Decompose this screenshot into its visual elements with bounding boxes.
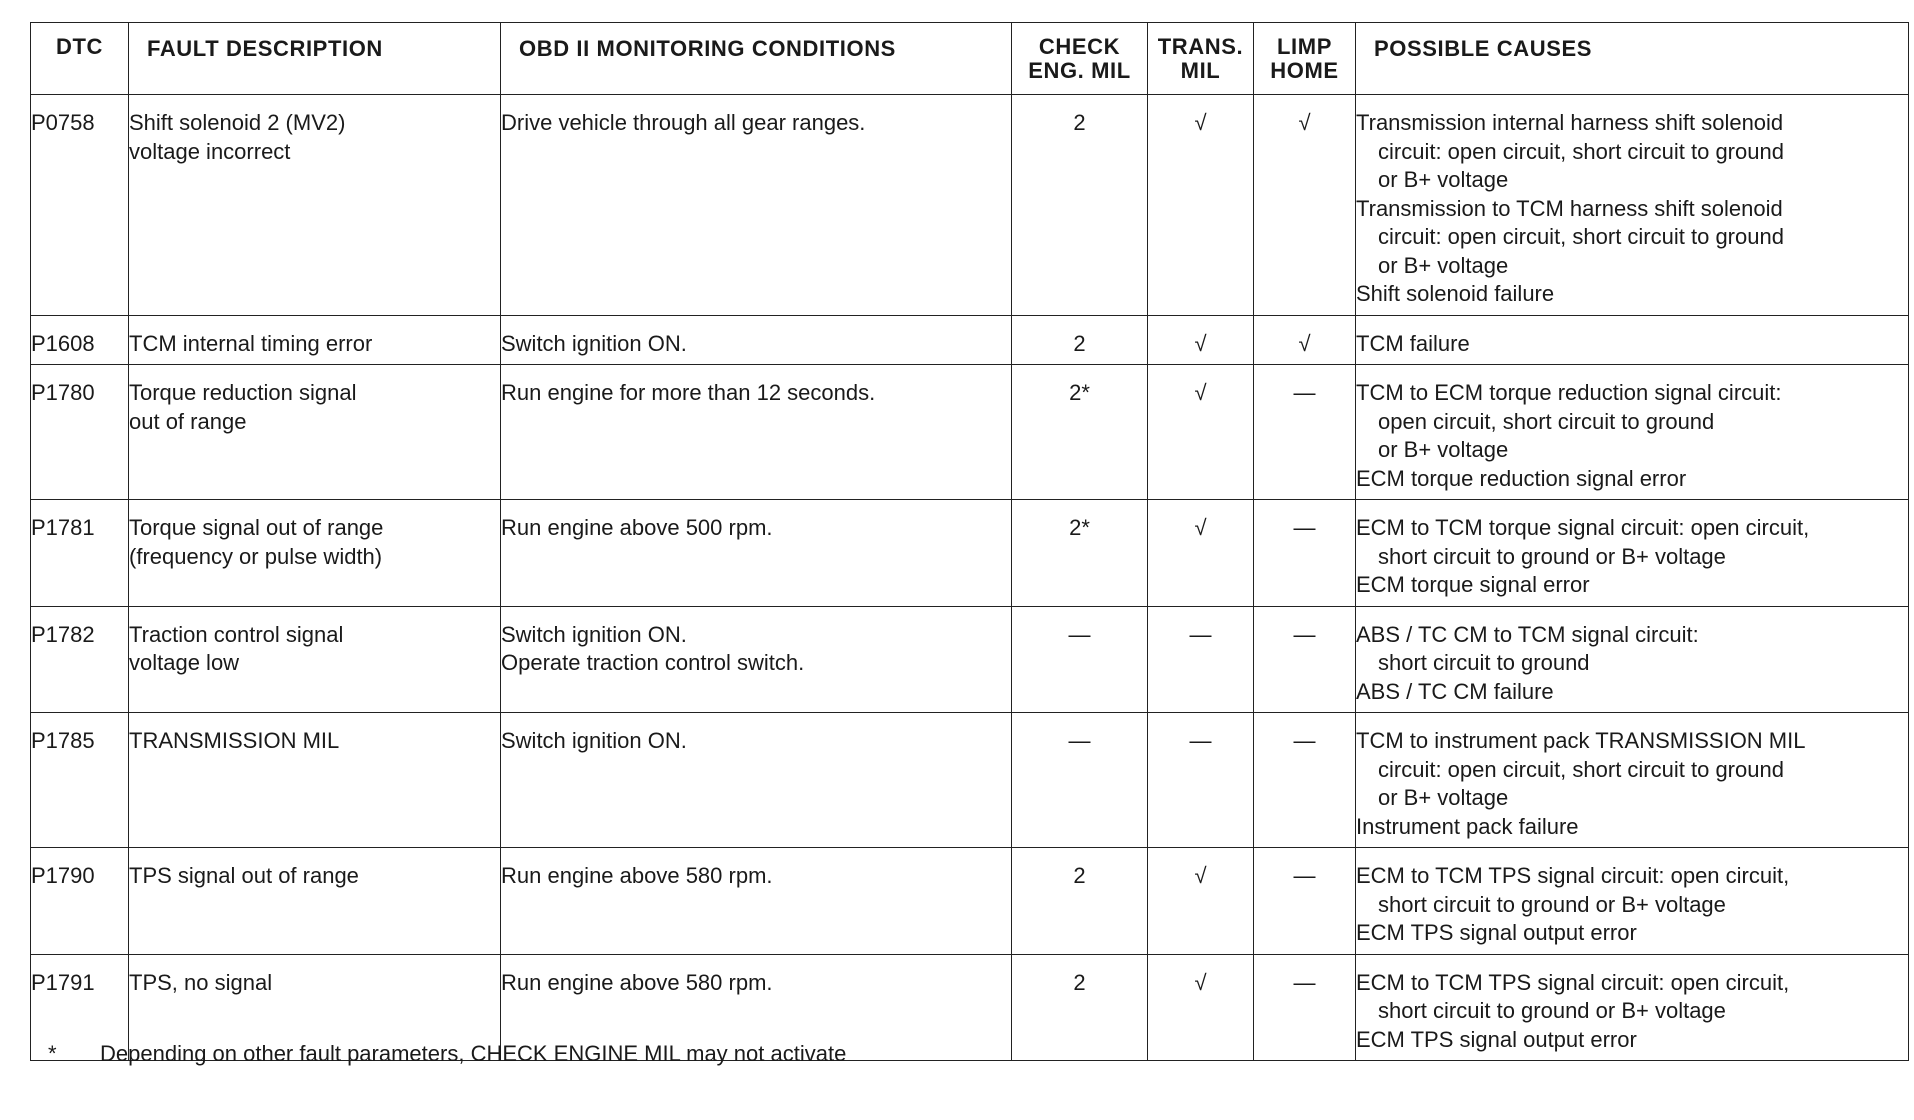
dtc-code-cell — [31, 848, 129, 955]
possible-cause-line: Transmission to TCM harness shift solenoid — [1356, 195, 1783, 221]
monitoring-condition-cell — [501, 95, 1012, 316]
possible-causes-cell — [1356, 500, 1909, 607]
header-obd-conditions: OBD II MONITORING CONDITIONS — [501, 23, 1012, 95]
possible-cause-line: or B+ voltage — [1378, 437, 1509, 462]
dtc-code: P1790 — [31, 863, 95, 888]
trans-mil-value: √ — [1194, 969, 1207, 995]
possible-causes-cell — [1356, 713, 1909, 848]
trans-mil-cell — [1148, 315, 1254, 365]
fault-description-cell — [129, 500, 501, 607]
header-trans-mil: TRANS. MIL — [1148, 23, 1254, 95]
monitoring-condition-line: Run engine for more than 12 seconds. — [501, 380, 876, 405]
fault-description-cell — [129, 315, 501, 365]
check-eng-mil-cell — [1012, 954, 1148, 1061]
trans-mil-value: √ — [1194, 110, 1207, 135]
dtc-code: P1608 — [31, 330, 95, 356]
possible-cause-line: or B+ voltage — [1378, 167, 1509, 192]
fault-description-line: Torque signal out of range — [129, 515, 384, 540]
fault-description-line: TCM internal timing error — [129, 330, 373, 356]
limp-home-cell — [1254, 315, 1356, 365]
possible-cause-line: or B+ voltage — [1378, 785, 1509, 810]
possible-causes-cell — [1356, 365, 1909, 500]
limp-home-value: — — [1293, 380, 1316, 405]
possible-cause-line: circuit: open circuit, short circuit to ground — [1378, 138, 1784, 164]
check-eng-mil-cell — [1012, 713, 1148, 848]
check-eng-mil-cell — [1012, 500, 1148, 607]
table-row — [31, 95, 1909, 316]
fault-description-line: Shift solenoid 2 (MV2) — [129, 110, 346, 135]
possible-causes-cell — [1356, 954, 1909, 1061]
monitoring-condition-line: Switch ignition ON. — [501, 728, 687, 753]
limp-home-value: √ — [1298, 110, 1311, 135]
possible-causes-cell — [1356, 848, 1909, 955]
fault-description-line: TPS signal out of range — [129, 863, 359, 888]
possible-cause-line: Shift solenoid failure — [1356, 281, 1555, 306]
dtc-code: P0758 — [31, 110, 95, 135]
dtc-code: P1791 — [31, 969, 95, 995]
fault-description-cell — [129, 606, 501, 713]
dtc-code: P1785 — [31, 728, 95, 753]
limp-home-cell — [1254, 500, 1356, 607]
dtc-code-cell — [31, 606, 129, 713]
dtc-code-cell — [31, 500, 129, 607]
table-row — [31, 713, 1909, 848]
table-row — [31, 315, 1909, 365]
trans-mil-cell — [1148, 713, 1254, 848]
possible-cause-line: circuit: open circuit, short circuit to ground — [1378, 224, 1784, 249]
check-eng-mil-cell — [1012, 95, 1148, 316]
possible-causes-cell — [1356, 606, 1909, 713]
monitoring-condition-line: Switch ignition ON. — [501, 621, 687, 647]
possible-cause-line: ECM to TCM torque signal circuit: open circuit, — [1356, 515, 1810, 540]
table-row — [31, 365, 1909, 500]
check-eng-mil-value: 2 — [1073, 863, 1086, 888]
possible-cause-line: Transmission internal harness shift solenoid — [1356, 110, 1784, 135]
limp-home-value: — — [1293, 621, 1316, 647]
possible-cause-line: short circuit to ground or B+ voltage — [1378, 998, 1726, 1023]
trans-mil-cell — [1148, 606, 1254, 713]
possible-cause-line: TCM failure — [1356, 330, 1470, 356]
possible-cause-line: ABS / TC CM failure — [1356, 678, 1554, 704]
check-eng-mil-cell — [1012, 365, 1148, 500]
check-eng-mil-value: — — [1068, 728, 1091, 753]
monitoring-condition-line: Operate traction control switch. — [501, 650, 805, 675]
trans-mil-value: — — [1189, 621, 1212, 647]
dtc-code-cell — [31, 365, 129, 500]
dtc-code-cell — [31, 315, 129, 365]
monitoring-condition-line: Run engine above 580 rpm. — [501, 863, 773, 888]
possible-cause-line: Instrument pack failure — [1356, 813, 1579, 839]
limp-home-cell — [1254, 606, 1356, 713]
possible-cause-line: short circuit to ground — [1378, 650, 1590, 675]
trans-mil-value: — — [1189, 728, 1212, 753]
limp-home-value: — — [1293, 863, 1316, 888]
header-check-eng-mil: CHECK ENG. MIL — [1012, 23, 1148, 95]
limp-home-cell — [1254, 954, 1356, 1061]
possible-cause-line: ECM TPS signal output error — [1356, 1026, 1637, 1052]
possible-cause-line: TCM to ECM torque reduction signal circuit: — [1356, 380, 1782, 405]
monitoring-condition-line: Run engine above 500 rpm. — [501, 515, 773, 540]
limp-home-cell — [1254, 365, 1356, 500]
fault-description-line: voltage incorrect — [129, 138, 291, 164]
limp-home-value: — — [1293, 728, 1316, 753]
possible-causes-cell — [1356, 95, 1909, 316]
dtc-code: P1780 — [31, 380, 95, 405]
table-row — [31, 848, 1909, 955]
check-eng-mil-value: 2* — [1069, 380, 1090, 405]
fault-description-cell — [129, 95, 501, 316]
footnote-symbol: * — [48, 1041, 57, 1066]
possible-cause-line: short circuit to ground or B+ voltage — [1378, 891, 1726, 917]
dtc-code-cell — [31, 95, 129, 316]
fault-description-line: (frequency or pulse width) — [129, 543, 383, 569]
check-eng-mil-value: 2* — [1069, 515, 1090, 540]
possible-cause-line: short circuit to ground or B+ voltage — [1378, 543, 1726, 569]
possible-cause-line: ECM torque reduction signal error — [1356, 465, 1687, 491]
trans-mil-cell — [1148, 954, 1254, 1061]
dtc-table — [30, 22, 1909, 1061]
monitoring-condition-line: Run engine above 580 rpm. — [501, 969, 773, 995]
limp-home-value: — — [1293, 515, 1316, 540]
fault-description-line: TRANSMISSION MIL — [129, 728, 340, 753]
trans-mil-value: √ — [1194, 330, 1207, 356]
check-eng-mil-value: 2 — [1073, 110, 1086, 135]
limp-home-cell — [1254, 95, 1356, 316]
header-limp-home: LIMP HOME — [1254, 23, 1356, 95]
possible-cause-line: ECM torque signal error — [1356, 572, 1590, 597]
check-eng-mil-cell — [1012, 848, 1148, 955]
check-eng-mil-cell — [1012, 606, 1148, 713]
limp-home-value: — — [1293, 969, 1316, 995]
fault-description-line: out of range — [129, 408, 247, 434]
monitoring-condition-cell — [501, 713, 1012, 848]
header-dtc: DTC — [31, 23, 129, 95]
table-body — [31, 95, 1909, 1061]
monitoring-condition-cell — [501, 365, 1012, 500]
trans-mil-value: √ — [1194, 515, 1207, 540]
possible-cause-line: ECM to TCM TPS signal circuit: open circuit, — [1356, 969, 1790, 995]
check-eng-mil-value: 2 — [1073, 969, 1086, 995]
header-possible-causes: POSSIBLE CAUSES — [1356, 23, 1909, 95]
fault-description-cell — [129, 713, 501, 848]
trans-mil-cell — [1148, 848, 1254, 955]
fault-description-line: Traction control signal — [129, 621, 344, 647]
limp-home-cell — [1254, 713, 1356, 848]
footnote-text: Depending on other fault parameters, CHECK ENGINE MIL may not activate — [100, 1041, 847, 1066]
dtc-code: P1782 — [31, 621, 95, 647]
trans-mil-cell — [1148, 365, 1254, 500]
fault-description-cell — [129, 848, 501, 955]
table-row — [31, 500, 1909, 607]
dtc-code: P1781 — [31, 515, 95, 540]
trans-mil-value: √ — [1194, 380, 1207, 405]
possible-cause-line: ECM TPS signal output error — [1356, 920, 1637, 945]
possible-cause-line: circuit: open circuit, short circuit to ground — [1378, 756, 1784, 782]
possible-cause-line: ABS / TC CM to TCM signal circuit: — [1356, 621, 1699, 647]
possible-causes-cell — [1356, 315, 1909, 365]
trans-mil-cell — [1148, 500, 1254, 607]
trans-mil-cell — [1148, 95, 1254, 316]
monitoring-condition-cell — [501, 848, 1012, 955]
check-eng-mil-value: — — [1068, 621, 1091, 647]
monitoring-condition-cell — [501, 315, 1012, 365]
fault-description-cell — [129, 365, 501, 500]
fault-description-line: voltage low — [129, 650, 240, 675]
monitoring-condition-cell — [501, 500, 1012, 607]
dtc-document — [30, 22, 1908, 1066]
possible-cause-line: TCM to instrument pack TRANSMISSION MIL — [1356, 728, 1806, 753]
check-eng-mil-cell — [1012, 315, 1148, 365]
limp-home-value: √ — [1298, 330, 1311, 356]
header-row — [31, 23, 1909, 95]
limp-home-cell — [1254, 848, 1356, 955]
possible-cause-line: open circuit, short circuit to ground — [1378, 408, 1715, 434]
possible-cause-line: ECM to TCM TPS signal circuit: open circuit, — [1356, 863, 1790, 888]
footnote — [48, 1040, 846, 1068]
header-fault-description: FAULT DESCRIPTION — [129, 23, 501, 95]
trans-mil-value: √ — [1194, 863, 1207, 888]
monitoring-condition-line: Drive vehicle through all gear ranges. — [501, 110, 866, 135]
check-eng-mil-value: 2 — [1073, 330, 1086, 356]
dtc-code-cell — [31, 713, 129, 848]
fault-description-line: Torque reduction signal — [129, 380, 357, 405]
table-row — [31, 606, 1909, 713]
monitoring-condition-cell — [501, 606, 1012, 713]
monitoring-condition-line: Switch ignition ON. — [501, 330, 687, 356]
table-header — [31, 23, 1909, 95]
possible-cause-line: or B+ voltage — [1378, 252, 1509, 278]
fault-description-line: TPS, no signal — [129, 969, 273, 995]
